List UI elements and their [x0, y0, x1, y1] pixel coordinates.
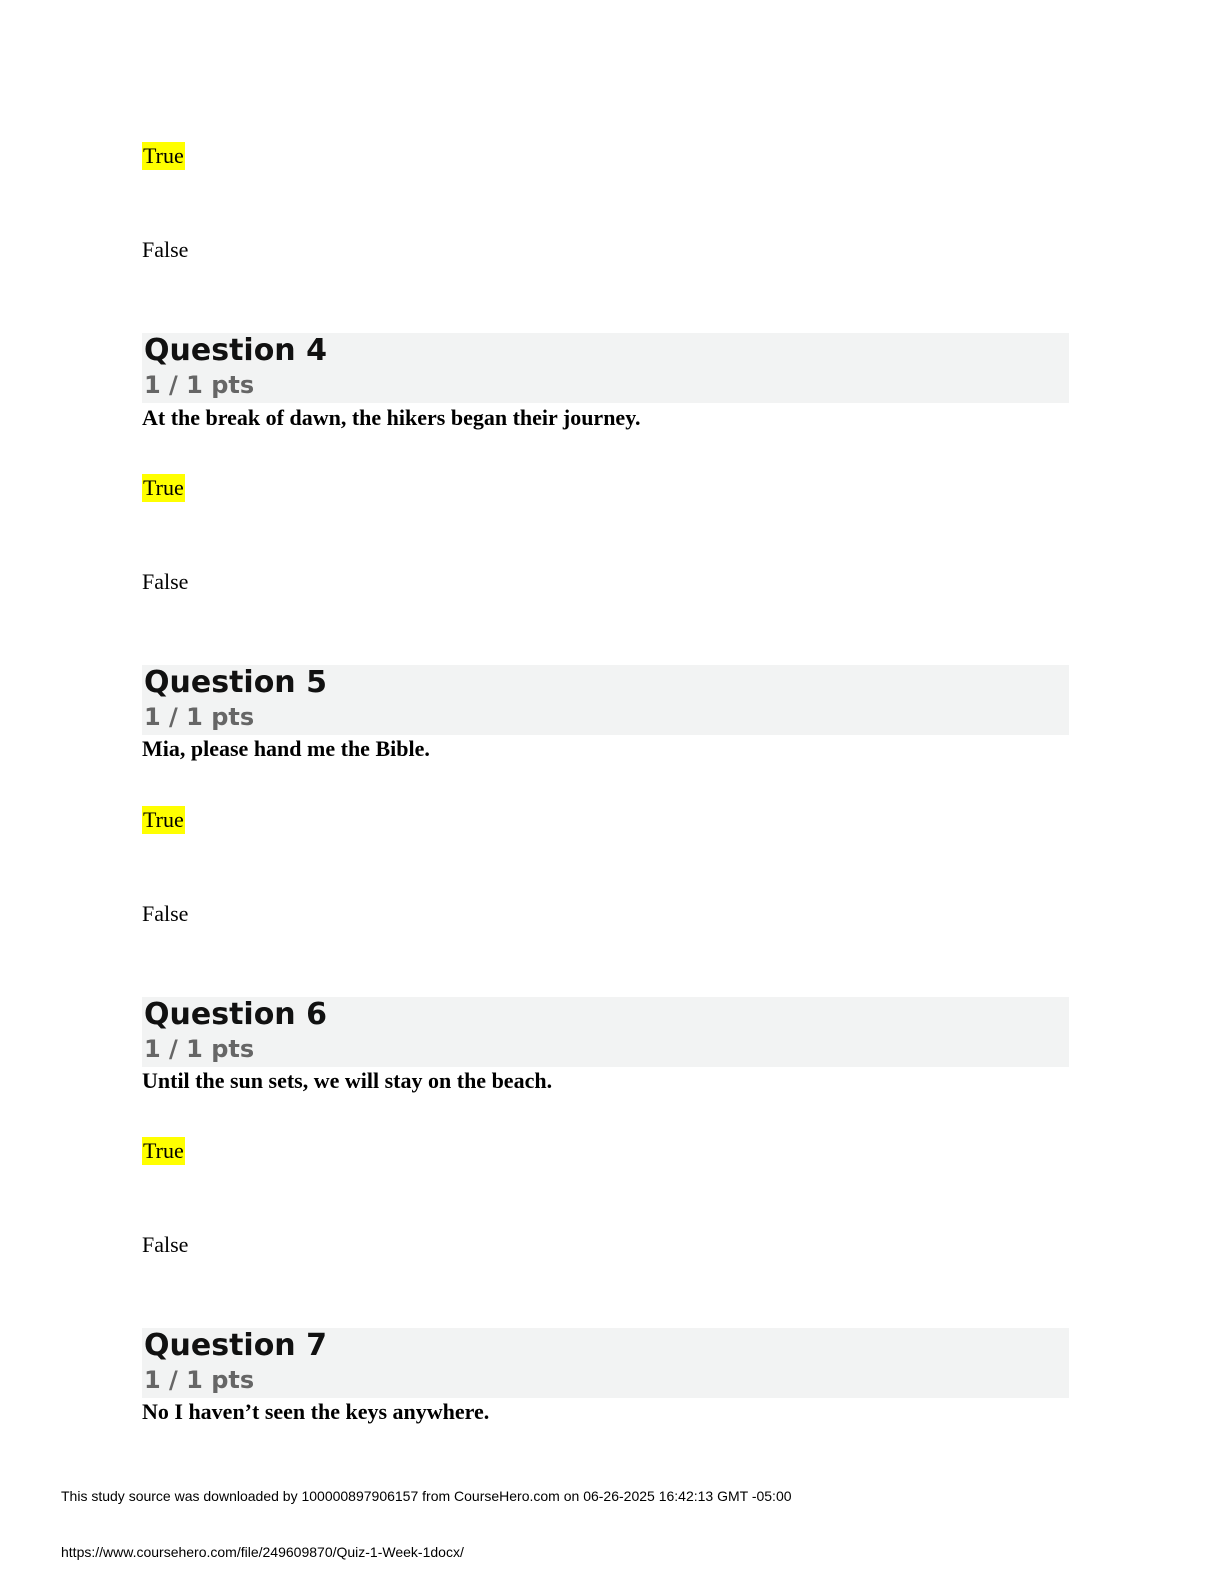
question-prompt: At the break of dawn, the hikers began their journey. [142, 405, 641, 430]
question-header [142, 333, 1069, 403]
question-prompt: Mia, please hand me the Bible. [142, 736, 430, 761]
question-title: Question 4 [144, 333, 327, 368]
question-title: Question 5 [144, 665, 327, 700]
question-title: Question 7 [144, 1328, 327, 1363]
source-url[interactable]: https://www.coursehero.com/file/249609870/Quiz-1-Week-1docx/ [61, 1544, 464, 1560]
question-header [142, 665, 1069, 735]
answer-option-true[interactable]: True [143, 807, 184, 832]
answer-option-true[interactable]: True [143, 475, 184, 500]
question-title: Question 6 [144, 997, 327, 1032]
answer-option-false[interactable]: False [142, 1232, 189, 1257]
question-points: 1 / 1 pts [144, 703, 255, 731]
question-prompt: Until the sun sets, we will stay on the beach. [142, 1068, 553, 1093]
answer-option-true[interactable]: True [143, 1138, 184, 1163]
answer-option-false[interactable]: False [142, 569, 189, 594]
download-note: This study source was downloaded by 100000897906157 from CourseHero.com on 06-26-2025 16:42:13 GMT -05:00 [61, 1488, 792, 1504]
question-header [142, 1328, 1069, 1398]
answer-option-true[interactable]: True [143, 143, 184, 168]
question-header [142, 997, 1069, 1067]
question-prompt: No I haven’t seen the keys anywhere. [142, 1399, 490, 1424]
question-points: 1 / 1 pts [144, 1035, 255, 1063]
question-points: 1 / 1 pts [144, 1366, 255, 1394]
answer-option-false[interactable]: False [142, 237, 189, 262]
question-points: 1 / 1 pts [144, 371, 255, 399]
answer-option-false[interactable]: False [142, 901, 189, 926]
